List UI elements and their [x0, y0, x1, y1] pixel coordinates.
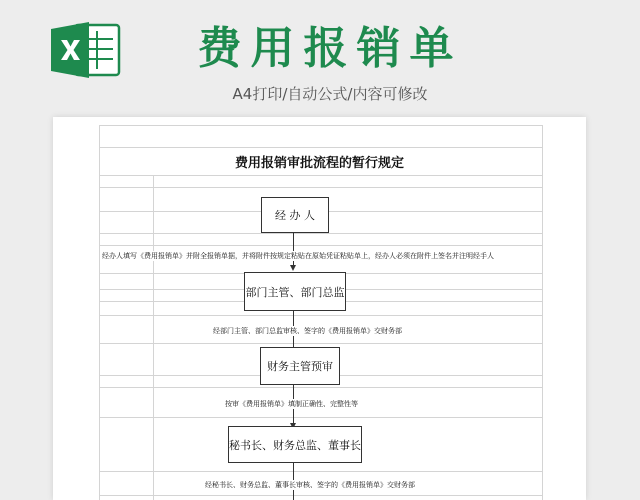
flow-note: 经秘书长、财务总监、董事长审核、签字的《费用报销单》交财务部	[205, 481, 415, 489]
grid-line	[99, 387, 543, 388]
grid-line	[99, 471, 543, 472]
grid-line	[99, 495, 543, 496]
grid-line	[153, 175, 154, 500]
flow-step-handler	[261, 197, 329, 233]
grid-line	[99, 147, 543, 148]
flow-note: 按审《费用报销单》填制正确性、完整性等	[225, 400, 358, 408]
page-title: 费用报销单	[197, 23, 463, 74]
flow-step-executives	[228, 426, 362, 463]
grid-line	[99, 245, 543, 246]
subtitle: A4打印/自动公式/内容可修改	[232, 85, 428, 103]
flow-step-label: 秘书长、财务总监、董事长	[229, 438, 361, 452]
header	[0, 0, 640, 118]
flow-step-label: 经 办 人	[275, 209, 315, 222]
grid-line	[99, 187, 543, 188]
flow-step-label: 财务主管预审	[267, 360, 333, 373]
document-title: 费用报销审批流程的暂行规定	[234, 156, 404, 171]
grid-line	[99, 343, 543, 344]
grid-line	[542, 125, 543, 500]
grid-line	[99, 315, 543, 316]
spreadsheet-preview	[53, 117, 586, 500]
flow-step-finance-review	[260, 347, 340, 385]
grid-line	[99, 125, 100, 500]
flow-step-department	[244, 272, 346, 311]
flow-step-label: 部门主管、部门总监	[245, 285, 345, 299]
grid-line	[99, 125, 543, 126]
flow-note: 经部门主管、部门总监审核、签字的《费用报销单》交财务部	[213, 327, 402, 335]
grid-line	[99, 175, 543, 176]
arrow-down-icon	[290, 265, 296, 271]
grid-line	[99, 417, 543, 418]
flow-connector	[293, 233, 294, 267]
excel-icon	[51, 21, 121, 79]
flow-note: 经办人填写《费用报销单》并附全报销单据，并将附件按规定粘贴在原始凭证粘贴单上，经办人必须在附件上签名并注明经手人	[102, 252, 494, 260]
grid-line	[99, 233, 543, 234]
